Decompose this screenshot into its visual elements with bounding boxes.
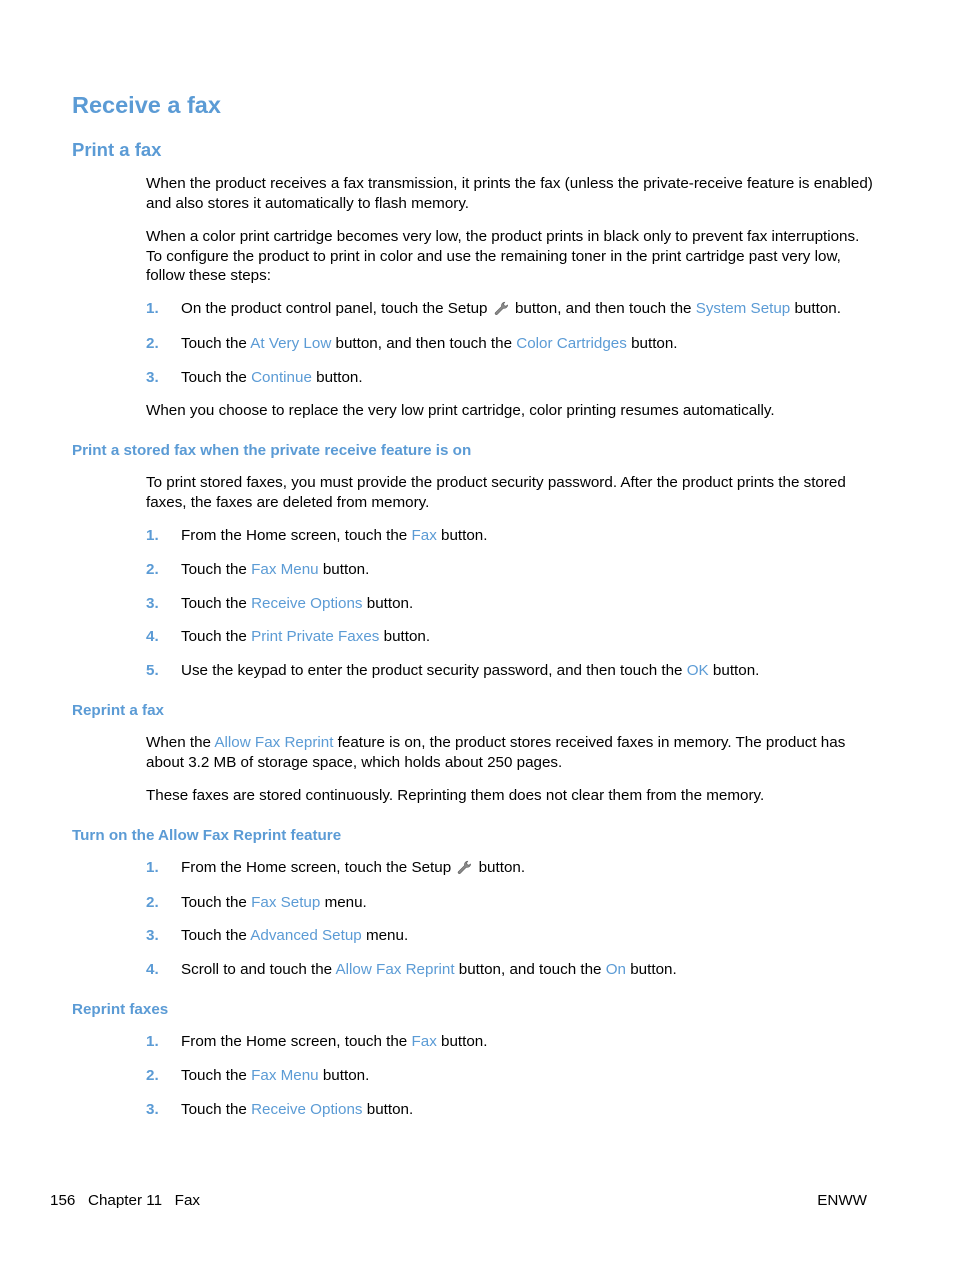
footer-page-info: 156 Chapter 11 Fax <box>50 1192 200 1209</box>
step-text: Touch the Fax Menu button. <box>181 1067 370 1084</box>
step-number: 2. <box>146 561 159 578</box>
subsection-heading-reprint-faxes: Reprint faxes <box>72 1001 169 1018</box>
color-cartridges-link[interactable]: Color Cartridges <box>516 335 627 352</box>
subsection-heading-reprint-a-fax: Reprint a fax <box>72 702 164 719</box>
step-text: Touch the Print Private Faxes button. <box>181 628 431 645</box>
step-number: 1. <box>146 300 159 317</box>
step-text: Scroll to and touch the Allow Fax Reprint button, and touch the On button. <box>181 961 677 978</box>
wrench-icon <box>457 860 472 875</box>
step-number: 4. <box>146 628 159 645</box>
step-number: 1. <box>146 1033 159 1050</box>
footer-right-label: ENWW <box>817 1192 867 1209</box>
step-number: 2. <box>146 1067 159 1084</box>
receive-options-link[interactable]: Receive Options <box>251 1101 363 1118</box>
step-number: 1. <box>146 859 159 876</box>
step-text: Use the keypad to enter the product security password, and then touch the OK button. <box>181 662 760 679</box>
on-link[interactable]: On <box>605 961 626 978</box>
step-number: 1. <box>146 527 159 544</box>
step-text: Touch the Advanced Setup menu. <box>181 927 409 944</box>
step-text: Touch the Receive Options button. <box>181 1101 414 1118</box>
step-text: Touch the Receive Options button. <box>181 595 414 612</box>
advanced-setup-link[interactable]: Advanced Setup <box>250 927 362 944</box>
fax-menu-link[interactable]: Fax Menu <box>251 1067 319 1084</box>
allow-fax-reprint-link[interactable]: Allow Fax Reprint <box>335 961 455 978</box>
step-number: 3. <box>146 1101 159 1118</box>
page-title: Receive a fax <box>72 92 221 118</box>
at-very-low-link[interactable]: At Very Low <box>250 335 332 352</box>
fax-setup-link[interactable]: Fax Setup <box>251 894 321 911</box>
subsection-heading-turn-on-reprint: Turn on the Allow Fax Reprint feature <box>72 827 342 844</box>
step-number: 3. <box>146 369 159 386</box>
continue-link[interactable]: Continue <box>251 369 312 386</box>
step-text: Touch the Fax Setup menu. <box>181 894 367 911</box>
fax-link[interactable]: Fax <box>411 1033 437 1050</box>
step-number: 3. <box>146 595 159 612</box>
step-text: From the Home screen, touch the Setup button. <box>181 859 526 876</box>
paragraph: When the product receives a fax transmission, it prints the fax (unless the private-receive feature is enabled) and also stores it automatically to flash memory. <box>146 175 873 212</box>
paragraph: These faxes are stored continuously. Reprinting them does not clear them from the memory. <box>146 787 765 804</box>
step-number: 4. <box>146 961 159 978</box>
paragraph: When the Allow Fax Reprint feature is on, the product stores received faxes in memory. The product has about 3.2 MB of storage space, which holds about 250 pages. <box>146 734 846 771</box>
fax-link[interactable]: Fax <box>411 527 437 544</box>
step-text: Touch the At Very Low button, and then touch the Color Cartridges button. <box>181 335 678 352</box>
step-number: 5. <box>146 662 159 679</box>
print-private-faxes-link[interactable]: Print Private Faxes <box>251 628 380 645</box>
wrench-icon <box>494 301 509 316</box>
step-number: 2. <box>146 894 159 911</box>
subsection-heading-print-stored-fax: Print a stored fax when the private receive feature is on <box>72 442 472 459</box>
step-text: From the Home screen, touch the Fax button. <box>181 1033 488 1050</box>
step-number: 3. <box>146 927 159 944</box>
paragraph: When a color print cartridge becomes very low, the product prints in black only to prevent fax interruptions. To configure the product to print in color and use the remaining toner in the print cartridge past very low, follow these steps: <box>146 228 860 285</box>
section-heading-print-a-fax: Print a fax <box>72 139 162 160</box>
step-text: From the Home screen, touch the Fax button. <box>181 527 488 544</box>
system-setup-link[interactable]: System Setup <box>695 300 791 317</box>
step-text: On the product control panel, touch the Setup button, and then touch the System Setup button. <box>181 300 841 317</box>
allow-fax-reprint-link[interactable]: Allow Fax Reprint <box>214 734 334 751</box>
step-text: Touch the Continue button. <box>181 369 363 386</box>
step-number: 2. <box>146 335 159 352</box>
ok-link[interactable]: OK <box>686 662 709 679</box>
fax-menu-link[interactable]: Fax Menu <box>251 561 319 578</box>
paragraph: To print stored faxes, you must provide the product security password. After the product prints the stored faxes, the faxes are deleted from memory. <box>146 474 846 511</box>
step-text: Touch the Fax Menu button. <box>181 561 370 578</box>
paragraph: When you choose to replace the very low print cartridge, color printing resumes automatically. <box>146 402 775 419</box>
receive-options-link[interactable]: Receive Options <box>251 595 363 612</box>
